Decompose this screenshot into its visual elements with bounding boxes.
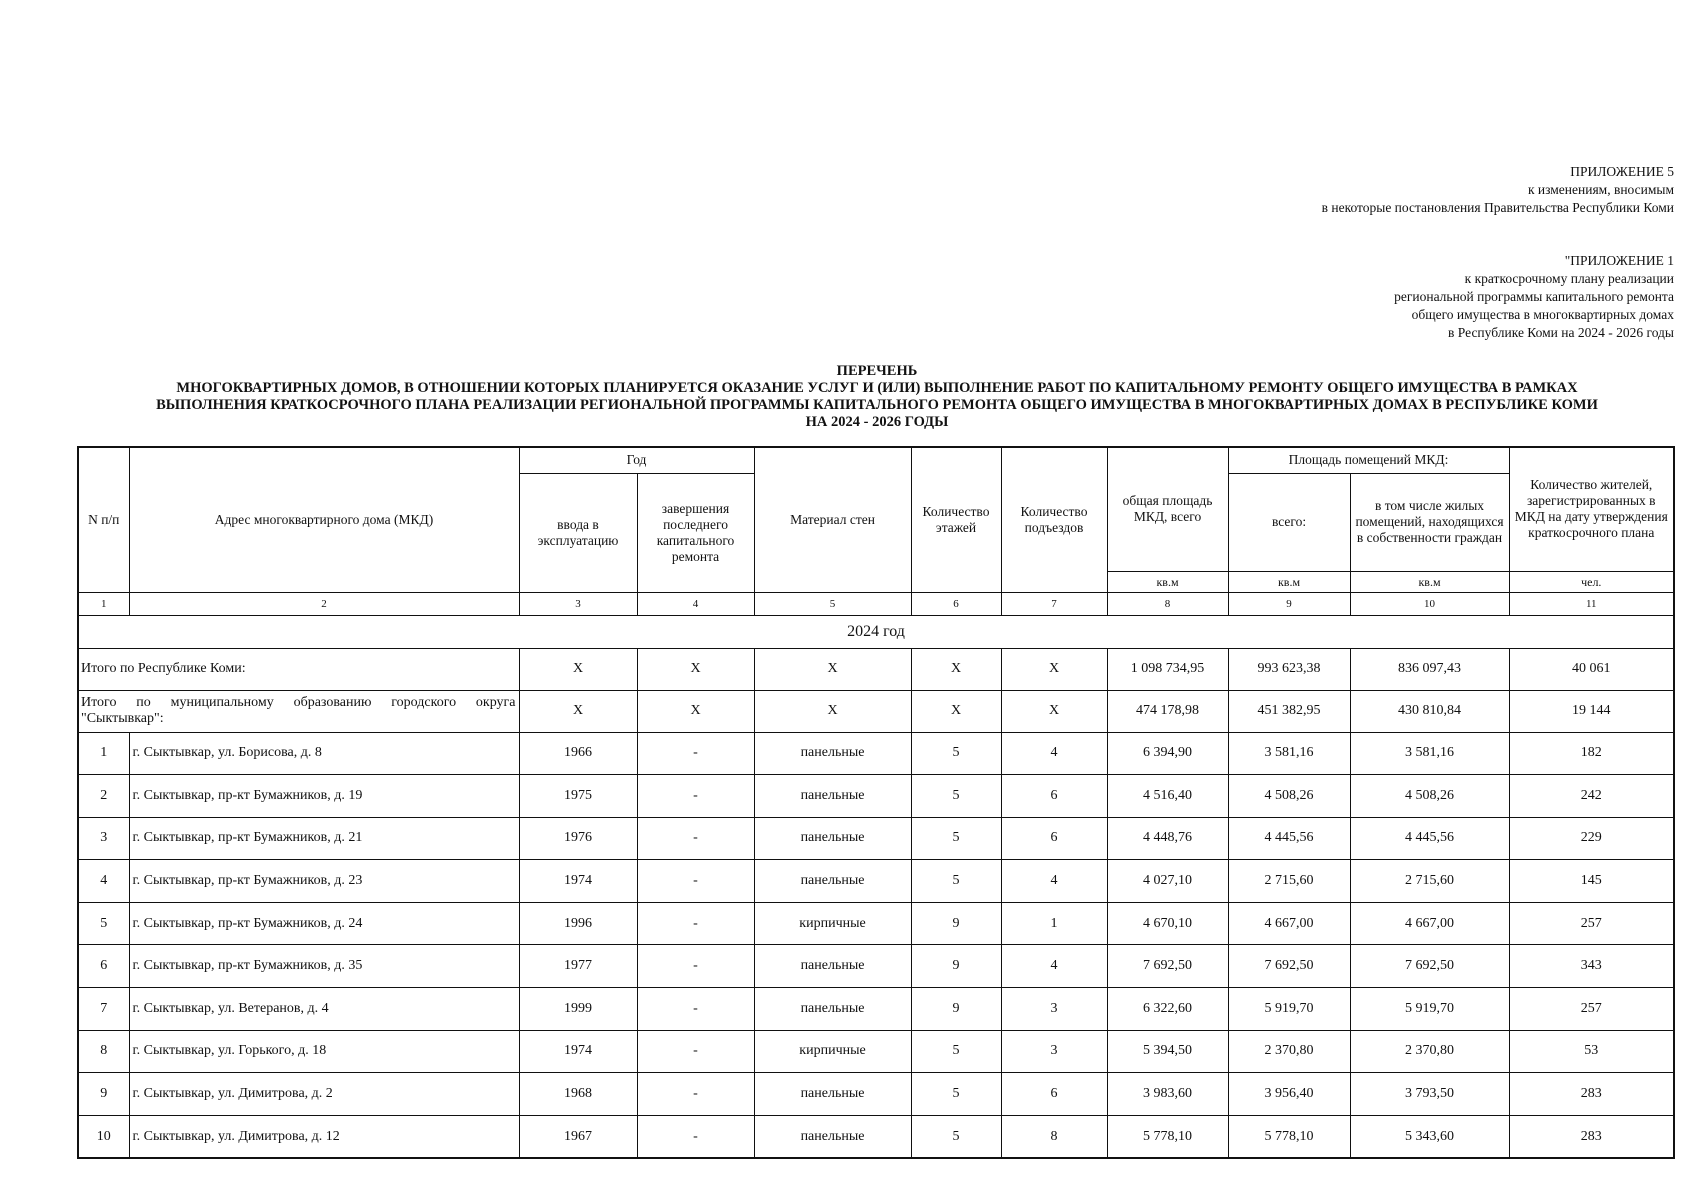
total-area-value: 474 178,98 bbox=[1107, 690, 1228, 732]
row-floors: 5 bbox=[911, 1115, 1001, 1158]
col-number: 5 bbox=[754, 592, 911, 615]
row-year-commission: 1976 bbox=[519, 817, 637, 860]
row-premises-citizens: 4 508,26 bbox=[1350, 775, 1509, 818]
row-year-last-repair: - bbox=[637, 902, 754, 945]
col-number: 9 bbox=[1228, 592, 1350, 615]
row-total-area: 4 027,10 bbox=[1107, 860, 1228, 903]
table-row bbox=[78, 988, 1674, 1031]
row-year-last-repair: - bbox=[637, 988, 754, 1031]
appendix-5-header bbox=[1322, 163, 1674, 217]
row-entrances: 6 bbox=[1001, 1073, 1107, 1116]
row-year-last-repair: - bbox=[637, 732, 754, 775]
appendix-5-line: в некоторые постановления Правительства Республики Коми bbox=[1321, 200, 1674, 215]
row-year-commission: 1996 bbox=[519, 902, 637, 945]
premises-total-value: 993 623,38 bbox=[1228, 648, 1350, 690]
row-wall-material: панельные bbox=[754, 1073, 911, 1116]
row-residents: 257 bbox=[1509, 988, 1674, 1031]
header-residents: Количество жителей, зарегистрированных в МКД на дату утверждения краткосрочного плана bbox=[1509, 447, 1674, 571]
row-year-commission: 1966 bbox=[519, 732, 637, 775]
title-line: НА 2024 - 2026 ГОДЫ bbox=[805, 414, 949, 430]
row-premises-total: 7 692,50 bbox=[1228, 945, 1350, 988]
col-number: 2 bbox=[129, 592, 519, 615]
row-entrances: 4 bbox=[1001, 860, 1107, 903]
row-premises-citizens: 3 581,16 bbox=[1350, 732, 1509, 775]
row-residents: 257 bbox=[1509, 902, 1674, 945]
row-premises-total: 2 370,80 bbox=[1228, 1030, 1350, 1073]
col-number: 6 bbox=[911, 592, 1001, 615]
row-address: г. Сыктывкар, пр-кт Бумажников, д. 35 bbox=[129, 945, 519, 988]
unit-cell: кв.м bbox=[1228, 571, 1350, 592]
year-section-label: 2024 год bbox=[78, 615, 1674, 648]
row-address: г. Сыктывкар, пр-кт Бумажников, д. 19 bbox=[129, 775, 519, 818]
col-number: 1 bbox=[78, 592, 129, 615]
data-rows bbox=[78, 732, 1674, 1158]
appendix-5-title: ПРИЛОЖЕНИЕ 5 bbox=[1570, 164, 1674, 179]
row-residents: 145 bbox=[1509, 860, 1674, 903]
row-floors: 5 bbox=[911, 817, 1001, 860]
row-premises-total: 4 667,00 bbox=[1228, 902, 1350, 945]
unit-cell: кв.м bbox=[1350, 571, 1509, 592]
row-address: г. Сыктывкар, ул. Борисова, д. 8 bbox=[129, 732, 519, 775]
row-total-area: 4 516,40 bbox=[1107, 775, 1228, 818]
row-entrances: 4 bbox=[1001, 732, 1107, 775]
row-floors: 5 bbox=[911, 860, 1001, 903]
appendix-1-line: к краткосрочному плану реализации bbox=[1464, 271, 1674, 286]
total-cell: X bbox=[519, 690, 637, 732]
row-year-commission: 1999 bbox=[519, 988, 637, 1031]
row-year-last-repair: - bbox=[637, 1073, 754, 1116]
row-premises-citizens: 5 919,70 bbox=[1350, 988, 1509, 1031]
table-row bbox=[78, 732, 1674, 775]
row-address: г. Сыктывкар, пр-кт Бумажников, д. 24 bbox=[129, 902, 519, 945]
row-floors: 5 bbox=[911, 1073, 1001, 1116]
row-year-commission: 1974 bbox=[519, 1030, 637, 1073]
row-address: г. Сыктывкар, ул. Ветеранов, д. 4 bbox=[129, 988, 519, 1031]
unit-cell: кв.м bbox=[1107, 571, 1228, 592]
total-cell: X bbox=[754, 648, 911, 690]
row-number: 5 bbox=[78, 902, 129, 945]
total-municipal-label: Итого по муниципальному образованию городского округа "Сыктывкар": bbox=[78, 690, 519, 732]
total-cell: X bbox=[911, 690, 1001, 732]
header-address: Адрес многоквартирного дома (МКД) bbox=[129, 447, 519, 592]
appendix-1-line: общего имущества в многоквартирных домах bbox=[1411, 307, 1674, 322]
row-address: г. Сыктывкар, ул. Горького, д. 18 bbox=[129, 1030, 519, 1073]
row-premises-citizens: 4 667,00 bbox=[1350, 902, 1509, 945]
row-wall-material: панельные bbox=[754, 860, 911, 903]
row-residents: 283 bbox=[1509, 1073, 1674, 1116]
row-address: г. Сыктывкар, ул. Димитрова, д. 2 bbox=[129, 1073, 519, 1116]
row-number: 10 bbox=[78, 1115, 129, 1158]
row-wall-material: панельные bbox=[754, 817, 911, 860]
col-number: 8 bbox=[1107, 592, 1228, 615]
row-premises-citizens: 3 793,50 bbox=[1350, 1073, 1509, 1116]
table-row bbox=[78, 902, 1674, 945]
row-wall-material: кирпичные bbox=[754, 902, 911, 945]
row-total-area: 6 322,60 bbox=[1107, 988, 1228, 1031]
row-address: г. Сыктывкар, пр-кт Бумажников, д. 23 bbox=[129, 860, 519, 903]
header-year-group: Год bbox=[519, 447, 754, 473]
row-total-area: 7 692,50 bbox=[1107, 945, 1228, 988]
row-year-last-repair: - bbox=[637, 945, 754, 988]
table-row bbox=[78, 1115, 1674, 1158]
header-premises-total: всего: bbox=[1228, 473, 1350, 571]
row-year-commission: 1968 bbox=[519, 1073, 637, 1116]
row-residents: 229 bbox=[1509, 817, 1674, 860]
row-number: 1 bbox=[78, 732, 129, 775]
row-premises-total: 5 919,70 bbox=[1228, 988, 1350, 1031]
row-year-last-repair: - bbox=[637, 860, 754, 903]
row-premises-citizens: 2 370,80 bbox=[1350, 1030, 1509, 1073]
appendix-1-header bbox=[1394, 252, 1674, 342]
row-address: г. Сыктывкар, пр-кт Бумажников, д. 21 bbox=[129, 817, 519, 860]
table-row bbox=[78, 945, 1674, 988]
row-premises-total: 3 956,40 bbox=[1228, 1073, 1350, 1116]
total-republic-row bbox=[78, 648, 1674, 690]
row-entrances: 4 bbox=[1001, 945, 1107, 988]
total-cell: X bbox=[754, 690, 911, 732]
row-residents: 182 bbox=[1509, 732, 1674, 775]
row-year-last-repair: - bbox=[637, 817, 754, 860]
table-row bbox=[78, 1030, 1674, 1073]
row-entrances: 6 bbox=[1001, 817, 1107, 860]
row-residents: 53 bbox=[1509, 1030, 1674, 1073]
row-entrances: 3 bbox=[1001, 988, 1107, 1031]
premises-citizens-value: 836 097,43 bbox=[1350, 648, 1509, 690]
header-year-commission: ввода в эксплуатацию bbox=[519, 473, 637, 592]
total-municipal-row bbox=[78, 690, 1674, 732]
row-premises-total: 5 778,10 bbox=[1228, 1115, 1350, 1158]
row-year-commission: 1975 bbox=[519, 775, 637, 818]
row-total-area: 6 394,90 bbox=[1107, 732, 1228, 775]
row-premises-citizens: 7 692,50 bbox=[1350, 945, 1509, 988]
row-wall-material: панельные bbox=[754, 732, 911, 775]
total-cell: X bbox=[1001, 690, 1107, 732]
row-address: г. Сыктывкар, ул. Димитрова, д. 12 bbox=[129, 1115, 519, 1158]
total-cell: X bbox=[1001, 648, 1107, 690]
header-premises-group: Площадь помещений МКД: bbox=[1228, 447, 1509, 473]
table-row bbox=[78, 817, 1674, 860]
row-floors: 9 bbox=[911, 902, 1001, 945]
row-premises-total: 4 508,26 bbox=[1228, 775, 1350, 818]
total-republic-label: Итого по Республике Коми: bbox=[78, 648, 519, 690]
appendix-1-line: региональной программы капитального ремонта bbox=[1394, 289, 1674, 304]
row-number: 4 bbox=[78, 860, 129, 903]
header-year-last-repair: завершения последнего капитального ремонта bbox=[637, 473, 754, 592]
row-residents: 343 bbox=[1509, 945, 1674, 988]
column-numbers-row bbox=[78, 592, 1674, 615]
table-row bbox=[78, 775, 1674, 818]
total-cell: X bbox=[637, 690, 754, 732]
row-floors: 5 bbox=[911, 732, 1001, 775]
row-number: 6 bbox=[78, 945, 129, 988]
row-number: 9 bbox=[78, 1073, 129, 1116]
houses-table bbox=[77, 446, 1675, 1159]
row-wall-material: панельные bbox=[754, 775, 911, 818]
title-line: ВЫПОЛНЕНИЯ КРАТКОСРОЧНОГО ПЛАНА РЕАЛИЗАЦИИ РЕГИОНАЛЬНОЙ ПРОГРАММЫ КАПИТАЛЬНОГО РЕМОНТА ОБЩЕГО ИМУЩЕСТВА В МНОГОКВАРТИРНЫХ ДОМАХ В РЕСПУБЛИКЕ КОМИ bbox=[156, 397, 1598, 413]
col-number: 11 bbox=[1509, 592, 1674, 615]
row-year-commission: 1977 bbox=[519, 945, 637, 988]
row-wall-material: панельные bbox=[754, 1115, 911, 1158]
row-total-area: 5 394,50 bbox=[1107, 1030, 1228, 1073]
header-premises-citizens: в том числе жилых помещений, находящихся в собственности граждан bbox=[1350, 473, 1509, 571]
row-year-commission: 1967 bbox=[519, 1115, 637, 1158]
header-row bbox=[78, 447, 1674, 473]
row-premises-total: 3 581,16 bbox=[1228, 732, 1350, 775]
row-number: 3 bbox=[78, 817, 129, 860]
total-cell: X bbox=[637, 648, 754, 690]
row-premises-citizens: 2 715,60 bbox=[1350, 860, 1509, 903]
total-cell: X bbox=[519, 648, 637, 690]
row-residents: 242 bbox=[1509, 775, 1674, 818]
row-year-last-repair: - bbox=[637, 775, 754, 818]
title-line: ПЕРЕЧЕНЬ bbox=[836, 363, 918, 379]
row-number: 7 bbox=[78, 988, 129, 1031]
premises-citizens-value: 430 810,84 bbox=[1350, 690, 1509, 732]
document-title bbox=[80, 363, 1674, 431]
row-year-last-repair: - bbox=[637, 1115, 754, 1158]
row-total-area: 3 983,60 bbox=[1107, 1073, 1228, 1116]
row-total-area: 5 778,10 bbox=[1107, 1115, 1228, 1158]
row-floors: 5 bbox=[911, 775, 1001, 818]
table-row bbox=[78, 860, 1674, 903]
unit-cell: чел. bbox=[1509, 571, 1674, 592]
header-total-area: общая площадь МКД, всего bbox=[1107, 447, 1228, 571]
year-section-row bbox=[78, 615, 1674, 648]
residents-value: 40 061 bbox=[1509, 648, 1674, 690]
header-floors: Количество этажей bbox=[911, 447, 1001, 592]
row-number: 2 bbox=[78, 775, 129, 818]
appendix-1-title: "ПРИЛОЖЕНИЕ 1 bbox=[1564, 253, 1674, 268]
row-floors: 9 bbox=[911, 988, 1001, 1031]
total-cell: X bbox=[911, 648, 1001, 690]
appendix-1-line: в Республике Коми на 2024 - 2026 годы bbox=[1448, 325, 1674, 340]
row-total-area: 4 448,76 bbox=[1107, 817, 1228, 860]
row-premises-total: 4 445,56 bbox=[1228, 817, 1350, 860]
header-entrances: Количество подъездов bbox=[1001, 447, 1107, 592]
row-premises-citizens: 4 445,56 bbox=[1350, 817, 1509, 860]
total-area-value: 1 098 734,95 bbox=[1107, 648, 1228, 690]
row-number: 8 bbox=[78, 1030, 129, 1073]
header-wall-material: Материал стен bbox=[754, 447, 911, 592]
row-premises-citizens: 5 343,60 bbox=[1350, 1115, 1509, 1158]
row-wall-material: панельные bbox=[754, 988, 911, 1031]
row-wall-material: панельные bbox=[754, 945, 911, 988]
row-year-last-repair: - bbox=[637, 1030, 754, 1073]
header-num: N п/п bbox=[78, 447, 129, 592]
table-row bbox=[78, 1073, 1674, 1116]
premises-total-value: 451 382,95 bbox=[1228, 690, 1350, 732]
row-floors: 5 bbox=[911, 1030, 1001, 1073]
row-year-commission: 1974 bbox=[519, 860, 637, 903]
row-wall-material: кирпичные bbox=[754, 1030, 911, 1073]
appendix-5-line: к изменениям, вносимым bbox=[1527, 182, 1674, 197]
col-number: 4 bbox=[637, 592, 754, 615]
row-total-area: 4 670,10 bbox=[1107, 902, 1228, 945]
row-entrances: 6 bbox=[1001, 775, 1107, 818]
row-floors: 9 bbox=[911, 945, 1001, 988]
row-entrances: 8 bbox=[1001, 1115, 1107, 1158]
col-number: 7 bbox=[1001, 592, 1107, 615]
col-number: 3 bbox=[519, 592, 637, 615]
title-line: МНОГОКВАРТИРНЫХ ДОМОВ, В ОТНОШЕНИИ КОТОРЫХ ПЛАНИРУЕТСЯ ОКАЗАНИЕ УСЛУГ И (ИЛИ) ВЫПОЛНЕНИЕ РАБОТ ПО КАПИТАЛЬНОМУ РЕМОНТУ ОБЩЕГО ИМУЩЕСТВА В РАМКАХ bbox=[176, 380, 1578, 396]
residents-value: 19 144 bbox=[1509, 690, 1674, 732]
row-entrances: 1 bbox=[1001, 902, 1107, 945]
col-number: 10 bbox=[1350, 592, 1509, 615]
row-entrances: 3 bbox=[1001, 1030, 1107, 1073]
row-residents: 283 bbox=[1509, 1115, 1674, 1158]
row-premises-total: 2 715,60 bbox=[1228, 860, 1350, 903]
